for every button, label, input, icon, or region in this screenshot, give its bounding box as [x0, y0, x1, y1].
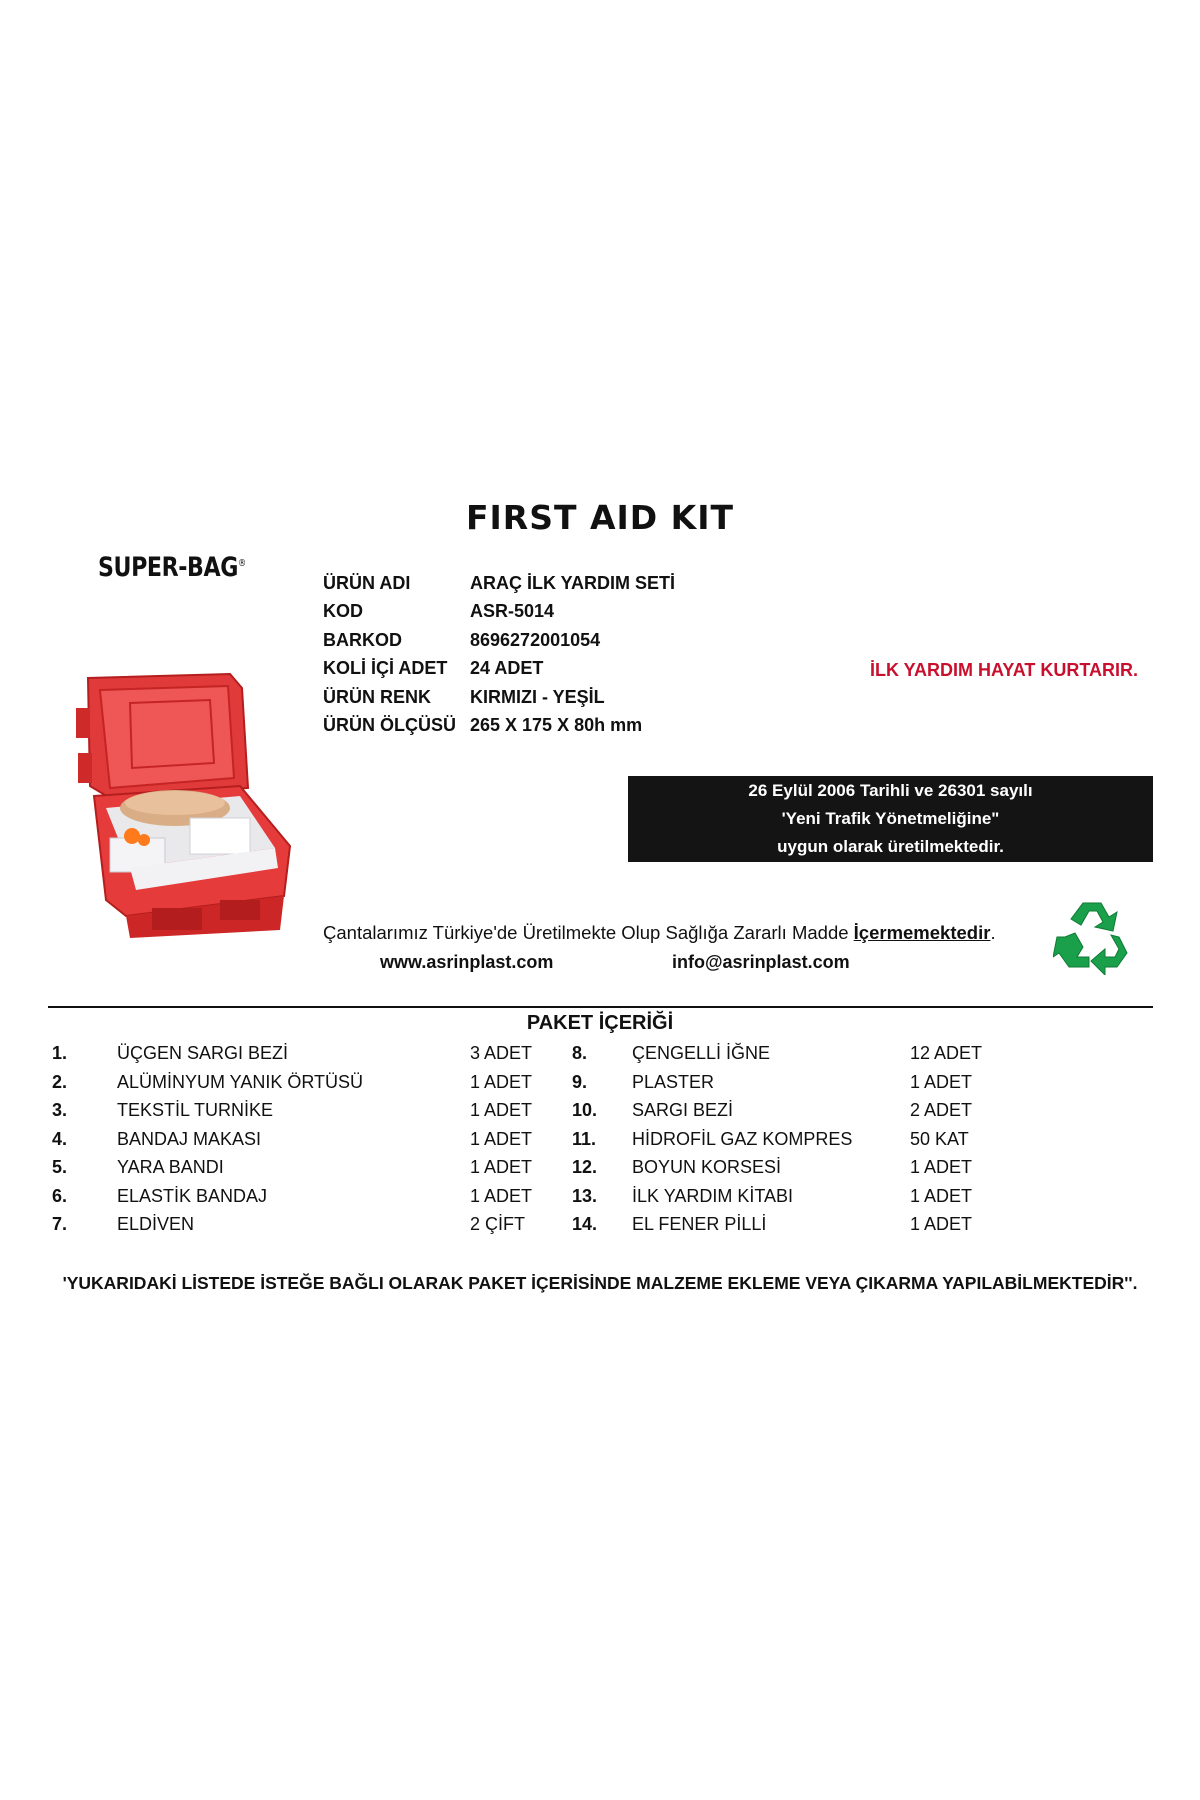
- item-name: BANDAJ MAKASI: [117, 1129, 262, 1149]
- item-quantity: 2 ÇİFT: [470, 1214, 526, 1234]
- regulation-line: uygun olarak üretilmektedir.: [777, 837, 1004, 856]
- item-quantity: 1 ADET: [470, 1072, 533, 1092]
- spec-label: ÜRÜN ÖLÇÜSÜ: [323, 715, 456, 735]
- item-name: ALÜMİNYUM YANIK ÖRTÜSÜ: [117, 1072, 364, 1092]
- item-number: 14.: [572, 1214, 598, 1234]
- item-quantity: 1 ADET: [910, 1157, 973, 1177]
- item-quantity: 1 ADET: [470, 1100, 533, 1120]
- spec-value: 265 X 175 X 80h mm: [470, 715, 643, 735]
- spec-label: BARKOD: [323, 630, 402, 650]
- spec-label: ÜRÜN RENK: [323, 687, 431, 707]
- item-number: 3.: [52, 1100, 68, 1120]
- item-number: 13.: [572, 1186, 598, 1206]
- item-quantity: 1 ADET: [470, 1186, 533, 1206]
- website-link[interactable]: www.asrinplast.com: [380, 952, 554, 972]
- item-name: PLASTER: [632, 1072, 715, 1092]
- regulation-line: 'Yeni Trafik Yönetmeliğine": [781, 809, 1000, 828]
- item-quantity: 1 ADET: [470, 1157, 533, 1177]
- recycle-number: 5: [1087, 936, 1097, 953]
- item-number: 6.: [52, 1186, 68, 1206]
- spec-value: ARAÇ İLK YARDIM SETİ: [470, 573, 676, 593]
- item-name: YARA BANDI: [117, 1157, 224, 1177]
- made-in-end: .: [990, 922, 996, 943]
- item-name: İLK YARDIM KİTABI: [632, 1186, 794, 1206]
- item-number: 11.: [572, 1129, 597, 1149]
- spec-label: ÜRÜN ADI: [323, 573, 411, 593]
- item-name: TEKSTİL TURNİKE: [117, 1100, 274, 1120]
- item-number: 1.: [52, 1043, 68, 1063]
- spec-label: KOLİ İÇİ ADET: [323, 658, 448, 678]
- item-name: HİDROFİL GAZ KOMPRES: [632, 1129, 853, 1149]
- item-quantity: 3 ADET: [470, 1043, 533, 1063]
- brand-logo: [98, 552, 246, 583]
- section-divider: [48, 1006, 1153, 1008]
- spec-value: KIRMIZI - YEŞİL: [470, 687, 605, 707]
- made-in-text: Çantalarımız Türkiye'de Üretilmekte Olup Sağlığa Zararlı Madde: [323, 922, 854, 943]
- item-quantity: 1 ADET: [910, 1072, 973, 1092]
- page-title: FIRST AID KIT: [465, 498, 735, 537]
- item-number: 10.: [572, 1100, 598, 1120]
- email-link[interactable]: info@asrinplast.com: [672, 952, 850, 972]
- footer-note: 'YUKARIDAKİ LİSTEDE İSTEĞE BAĞLI OLARAK PAKET İÇERİSİNDE MALZEME EKLEME VEYA ÇIKARMA YAPILABİLMEKTEDİR''.: [62, 1273, 1138, 1293]
- item-quantity: 1 ADET: [470, 1129, 533, 1149]
- item-name: ÇENGELLİ İĞNE: [632, 1043, 771, 1063]
- spec-value: 8696272001054: [470, 630, 601, 650]
- brand-name: SUPER-BAG: [98, 552, 239, 583]
- item-number: 5.: [52, 1157, 68, 1177]
- red-crescent-icon: [975, 525, 1070, 620]
- slogan: İLK YARDIM HAYAT KURTARIR.: [870, 660, 1139, 680]
- made-in-turkey-note: [323, 922, 996, 944]
- spec-label: KOD: [323, 601, 363, 621]
- item-name: ELASTİK BANDAJ: [117, 1186, 268, 1206]
- package-contents-title: PAKET İÇERİĞİ: [526, 1012, 674, 1034]
- recycle-icon: [1053, 897, 1131, 975]
- regulation-line: 26 Eylül 2006 Tarihli ve 26301 sayılı: [748, 781, 1033, 800]
- item-quantity: 50 KAT: [910, 1129, 969, 1149]
- item-quantity: 12 ADET: [910, 1043, 983, 1063]
- item-quantity: 1 ADET: [910, 1186, 973, 1206]
- item-quantity: 1 ADET: [910, 1214, 973, 1234]
- item-number: 8.: [572, 1043, 588, 1063]
- registered-mark: ®: [238, 558, 246, 569]
- item-number: 7.: [52, 1214, 68, 1234]
- item-name: SARGI BEZİ: [632, 1100, 734, 1120]
- item-number: 12.: [572, 1157, 598, 1177]
- spec-value: ASR-5014: [470, 601, 555, 621]
- item-name: ÜÇGEN SARGI BEZİ: [117, 1043, 289, 1063]
- item-name: EL FENER PİLLİ: [632, 1214, 767, 1234]
- first-aid-case-image: [70, 668, 300, 938]
- item-name: ELDİVEN: [117, 1214, 195, 1234]
- item-quantity: 2 ADET: [910, 1100, 973, 1120]
- made-in-emphasis: İçermemektedir: [853, 922, 991, 943]
- item-number: 2.: [52, 1072, 68, 1092]
- item-number: 4.: [52, 1129, 68, 1149]
- item-name: BOYUN KORSESİ: [632, 1157, 782, 1177]
- regulation-box: [628, 776, 1153, 862]
- item-number: 9.: [572, 1072, 588, 1092]
- spec-value: 24 ADET: [470, 658, 544, 678]
